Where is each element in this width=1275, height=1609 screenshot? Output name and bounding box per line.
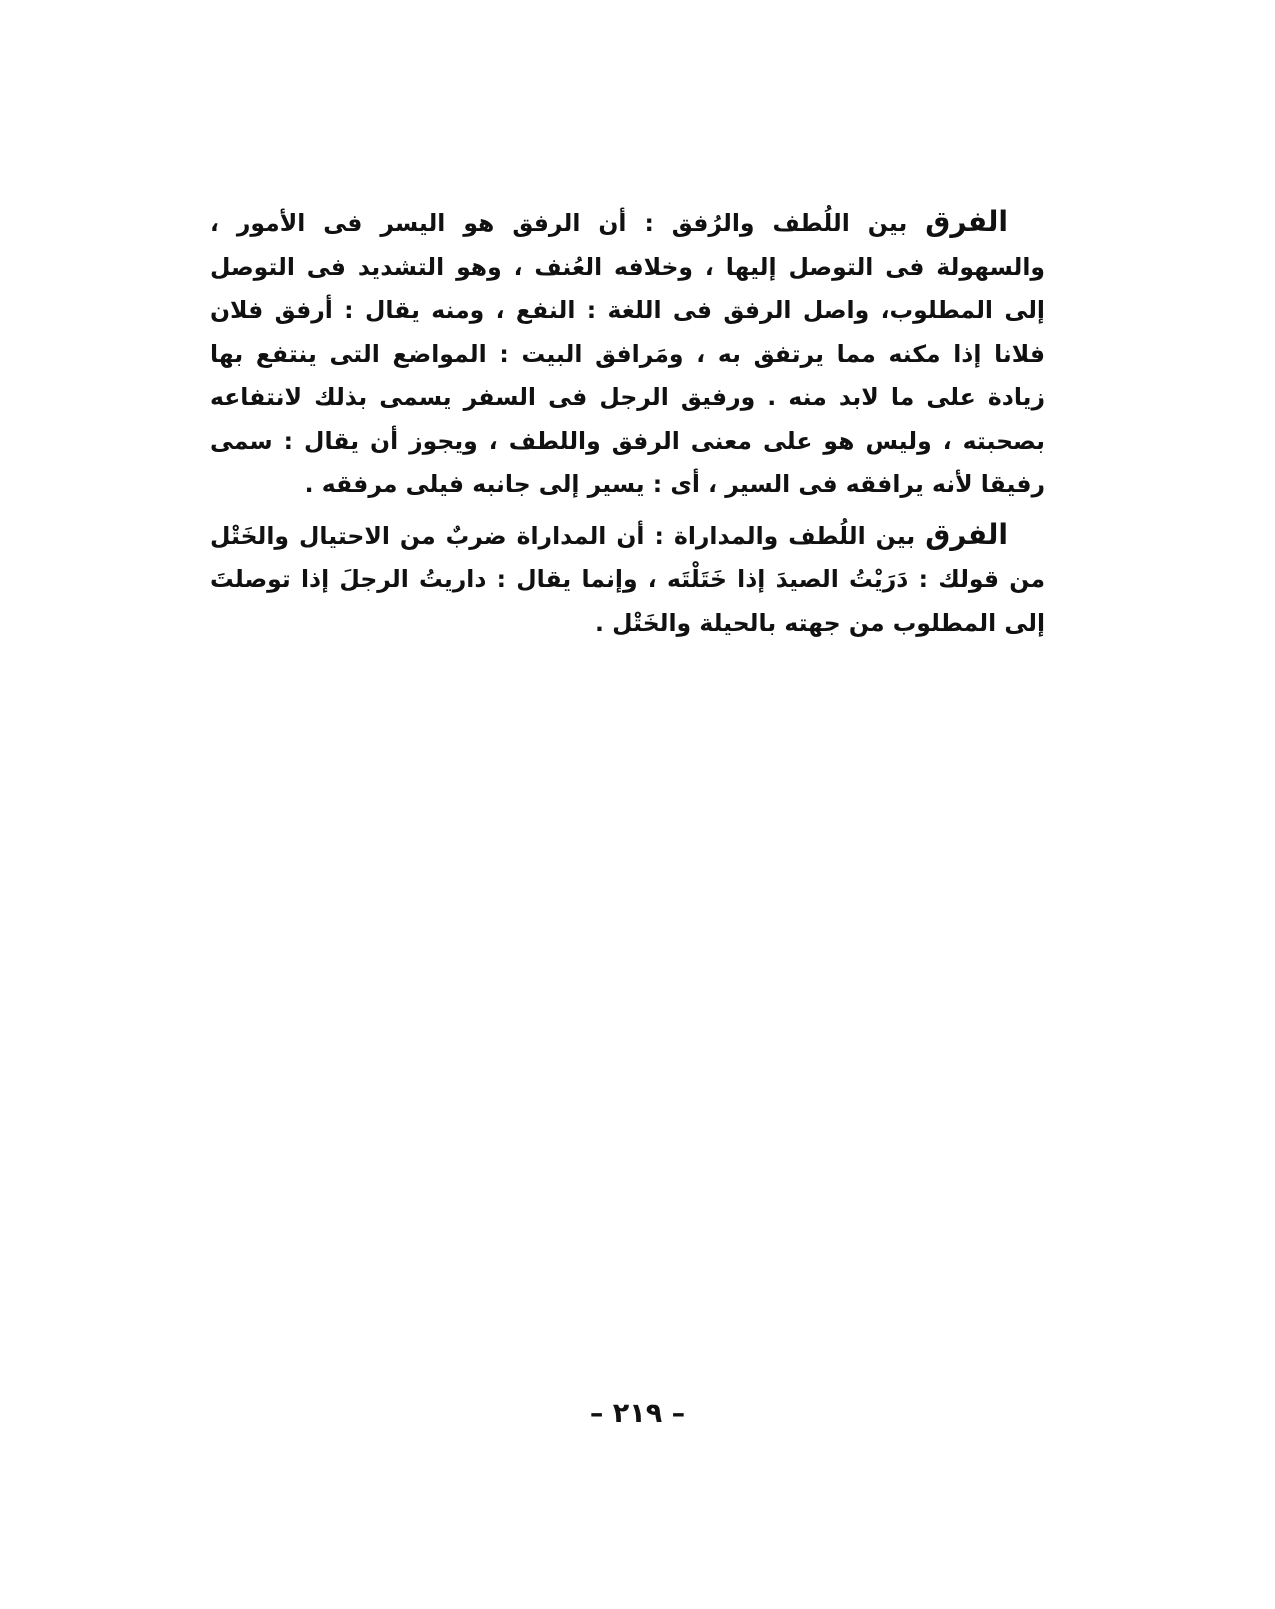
paragraph-body: أن المداراة ضربٌ من الاحتيال والخَتْل من قولك : دَرَيْتُ الصيدَ إذا خَتَلْتَه ، وإنما يقال : داريتُ الرجلَ إذا توصلتَ إلى المطلوب من جهته بالحيلة والخَتْل . bbox=[210, 521, 1045, 637]
paragraph-body: أن الرفق هو اليسر فى الأمور ، والسهولة فى التوصل إليها ، وخلافه العُنف ، وهو التشديد فى التوصل إلى المطلوب، bbox=[210, 209, 1045, 324]
paragraph-term: الفرق bbox=[925, 517, 1008, 551]
paragraph-mudarah bbox=[210, 513, 1045, 646]
main-text bbox=[210, 200, 1045, 651]
paragraph-heading: بين اللُطف والرُفق : bbox=[644, 209, 926, 237]
paragraph-body-continued: النفع ، ومنه يقال : أرفق فلان فلانا إذا مكنه مما يرتفق به ، ومَرافق البيت : المواضع التى ينتفع بها زيادة على ما لابد منه . ورفيق الرجل فى السفر يسمى بذلك لانتفاعه بصحبته ، وليس هو على معنى الرفق واللطف ، ويجوز أن يقال : سمى رفيقا لأنه يرافقه فى السير ، أى : يسير إلى جانبه فيلى مرفقه . bbox=[210, 296, 1045, 498]
paragraph-term: الفرق bbox=[925, 205, 1009, 238]
paragraph-rifq bbox=[210, 200, 1045, 507]
paragraph-heading: بين اللُطف والمداراة : bbox=[654, 521, 926, 550]
paragraph-keyword: واصل الرفق فى اللغة : bbox=[586, 296, 870, 324]
page-number: – ٢١٩ – bbox=[589, 1398, 686, 1429]
